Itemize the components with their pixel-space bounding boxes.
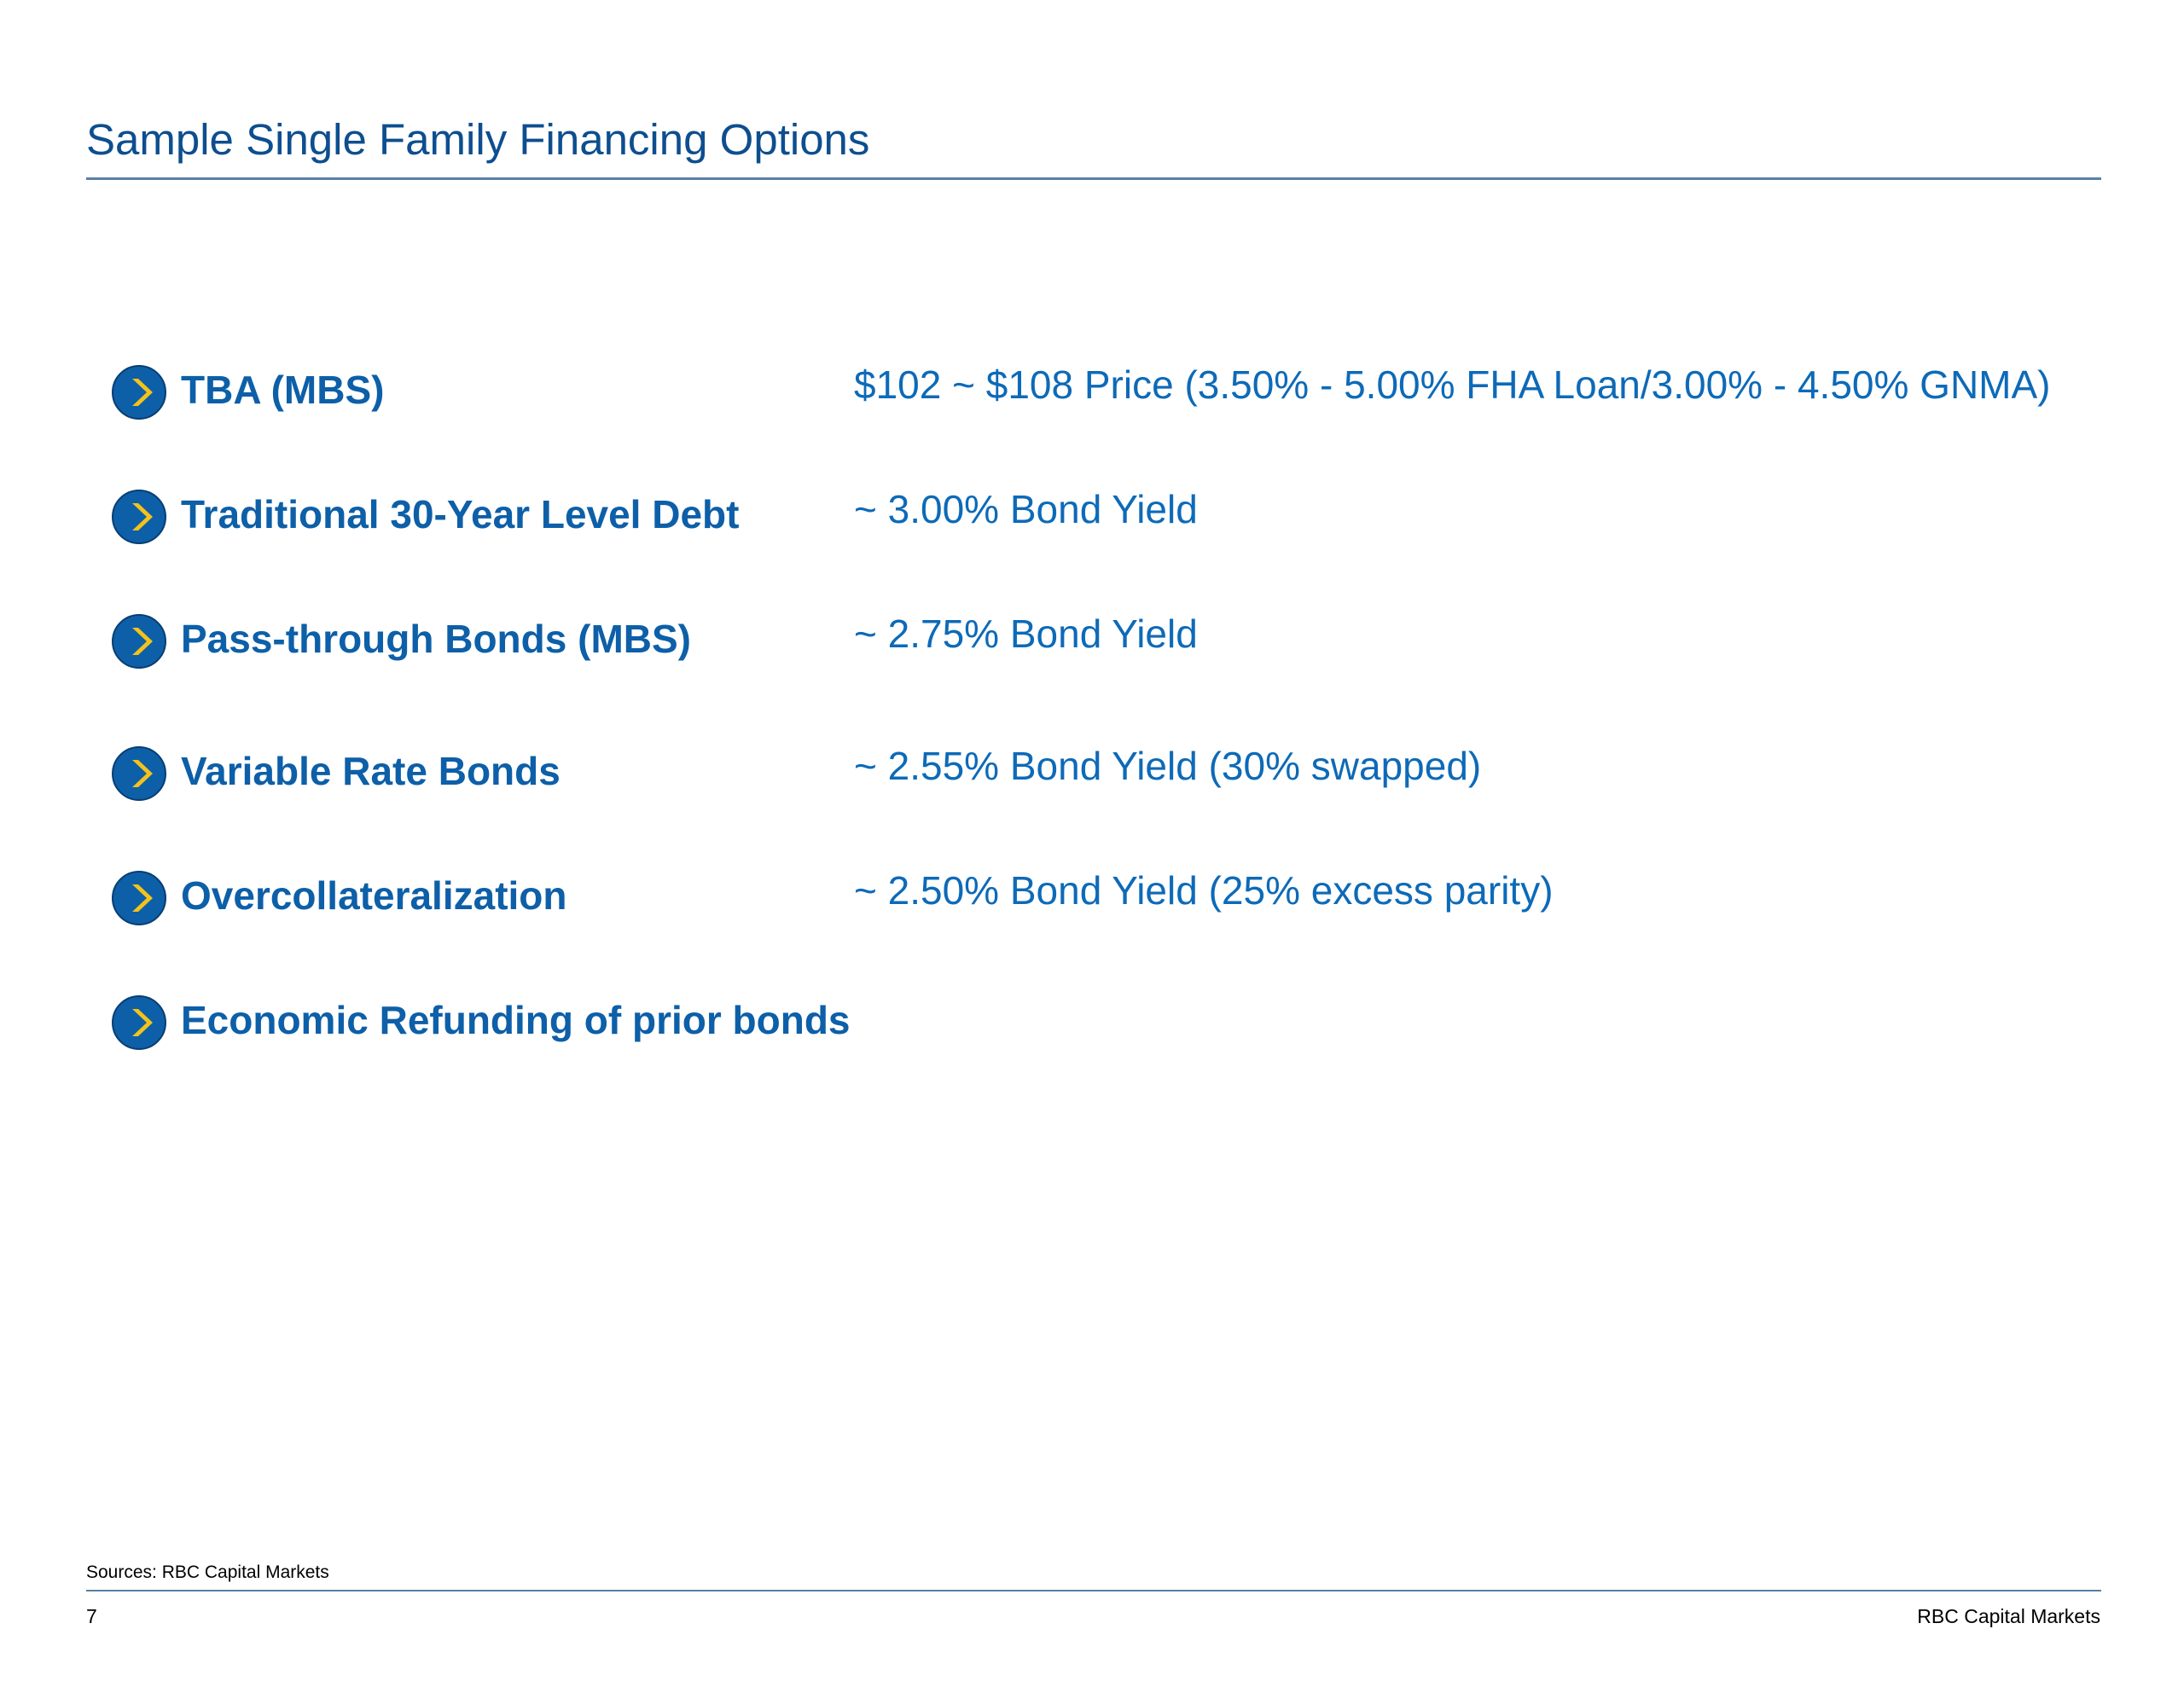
option-label: Traditional 30-Year Level Debt [181,492,740,536]
option-label: Variable Rate Bonds [181,749,561,793]
chevron-right-icon [111,489,167,545]
page-number: 7 [86,1605,97,1627]
option-value: ~ 2.50% Bond Yield (25% excess parity) [854,868,1554,913]
chevron-right-icon [111,745,167,802]
option-row-overcollateralization [0,862,2184,930]
chevron-right-icon [111,994,167,1051]
option-value: ~ 2.75% Bond Yield [854,612,1198,656]
slide-title: Sample Single Family Financing Options [86,115,870,164]
option-label: Economic Refunding of prior bonds [181,998,851,1042]
chevron-right-icon [111,364,167,420]
option-row-pass-through [0,606,2184,674]
option-row-traditional-debt [0,481,2184,549]
option-row-tba [0,357,2184,425]
footer-brand: RBC Capital Markets [1917,1605,2100,1627]
chevron-right-icon [111,613,167,670]
option-label: Pass-through Bonds (MBS) [181,617,691,661]
option-value: ~ 3.00% Bond Yield [854,487,1198,531]
option-value: $102 ~ $108 Price (3.50% - 5.00% FHA Loan/3.00% - 4.50% GNMA) [854,362,2051,407]
option-label: TBA (MBS) [181,368,385,412]
option-value: ~ 2.55% Bond Yield (30% swapped) [854,744,1482,788]
option-row-economic-refunding [0,987,2184,1055]
chevron-right-icon [111,870,167,926]
sources-note: Sources: RBC Capital Markets [86,1562,329,1582]
footer-divider [86,1590,2101,1591]
option-label: Overcollateralization [181,873,567,918]
option-row-variable-rate [0,738,2184,806]
